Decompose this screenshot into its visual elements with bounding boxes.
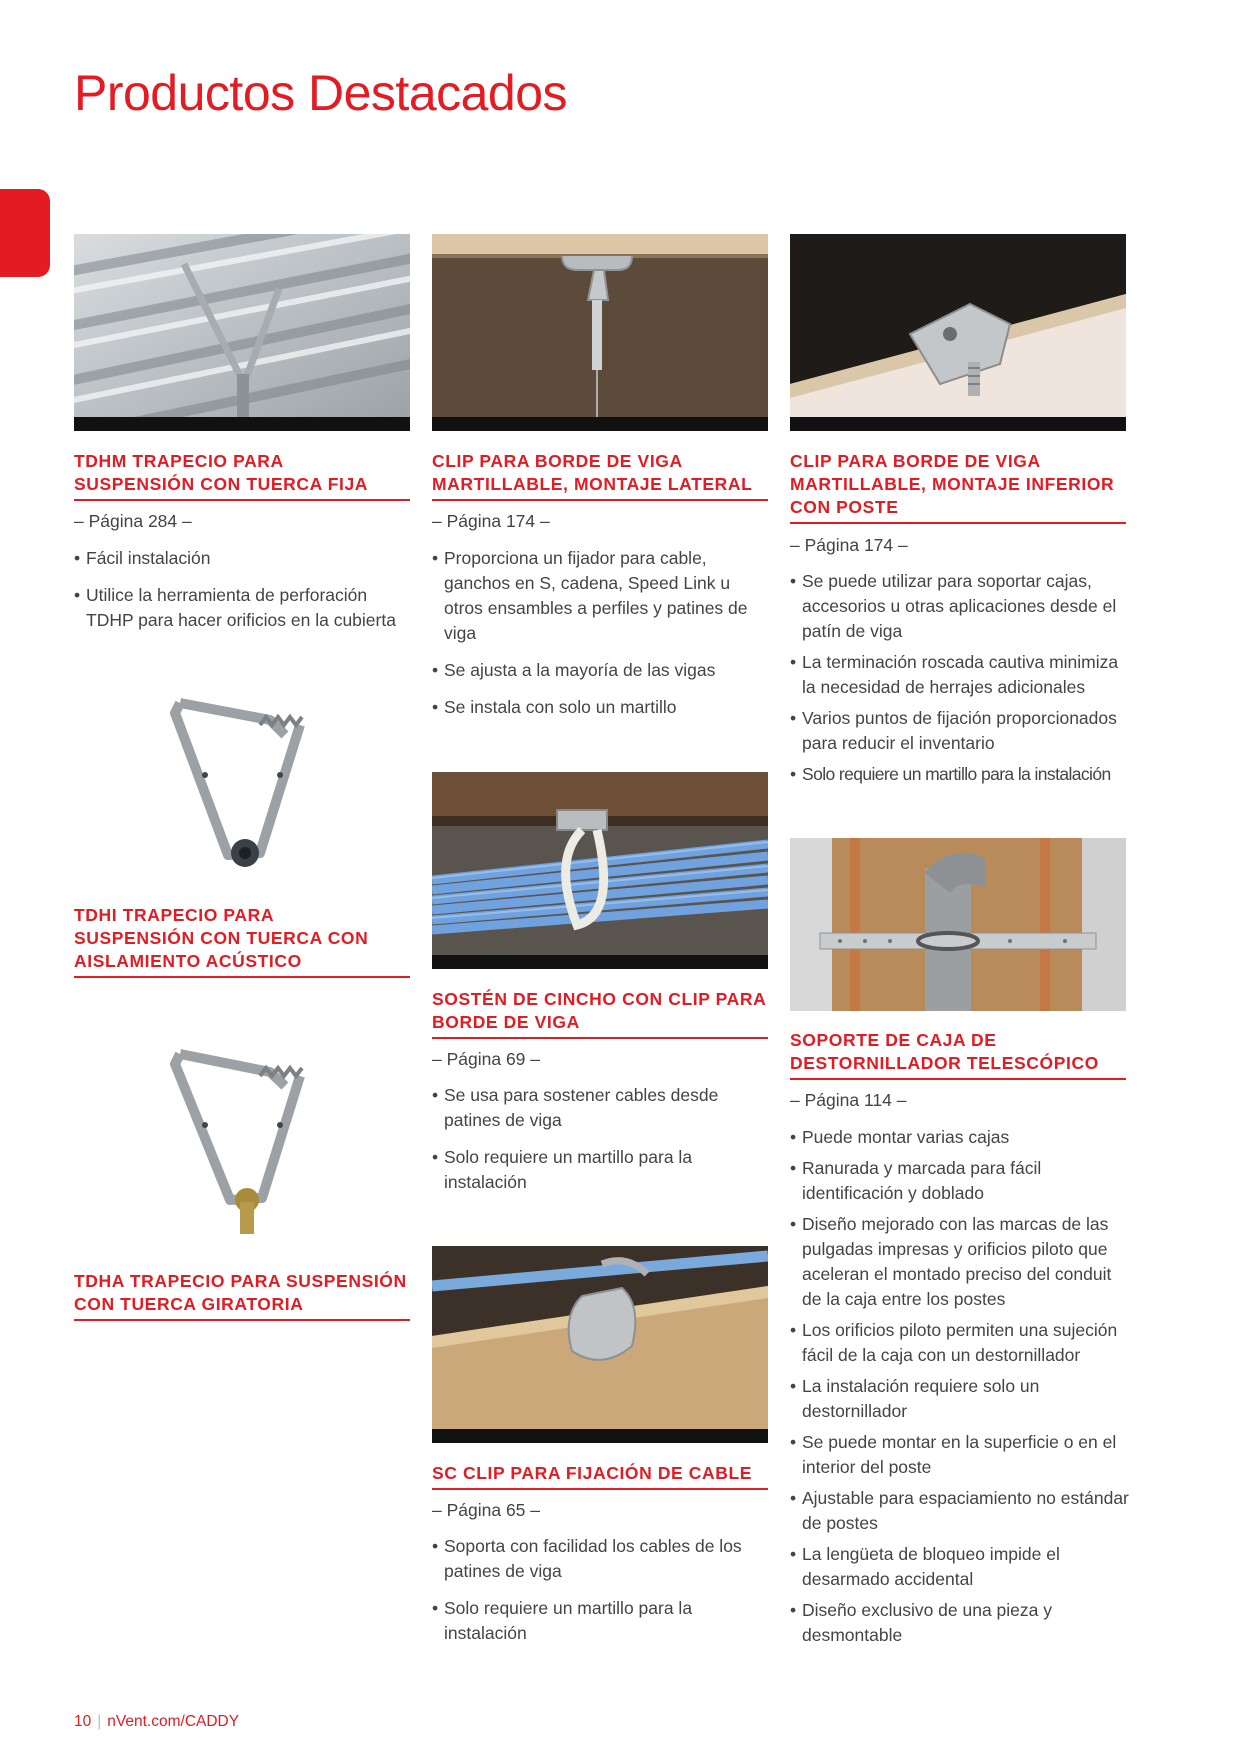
heading-telescoping-box-bracket-line1: SOPORTE DE CAJA DE <box>790 1030 997 1050</box>
bullet-item: • Utilice la herramienta de perforación TDHP para hacer orificios en la cubierta <box>74 583 414 633</box>
heading-clip-bottom-post-line1: CLIP PARA BORDE DE VIGA <box>790 451 1041 471</box>
bullet-item: • La instalación requiere solo un destornillador <box>790 1374 1135 1424</box>
bullet-item: • La lengüeta de bloqueo impide el desarmado accidental <box>790 1542 1135 1592</box>
heading-sc-clip-line1: SC CLIP PARA FIJACIÓN DE CABLE <box>432 1463 753 1483</box>
page-ref-tdhm: – Página 284 – <box>74 511 192 531</box>
heading-tdha <box>74 1270 410 1321</box>
page-ref-sc-clip: – Página 65 – <box>432 1500 541 1520</box>
bullets-sc-clip <box>432 1534 768 1658</box>
heading-clip-lateral-line1: CLIP PARA BORDE DE VIGA <box>432 451 683 471</box>
heading-clip-lateral <box>432 450 768 501</box>
page-number: 10 <box>74 1713 92 1730</box>
heading-telescoping-box-bracket-line2: DESTORNILLADOR TELESCÓPICO <box>790 1053 1099 1073</box>
photo-cable-tie-clip <box>432 772 768 969</box>
heading-tdhm-line1: TDHM TRAPECIO PARA <box>74 451 284 471</box>
heading-tdhm-line2: SUSPENSIÓN CON TUERCA FIJA <box>74 474 369 494</box>
photo-telescoping-box-bracket <box>790 838 1126 1011</box>
bullet-item: • Solo requiere un martillo para la instalación <box>432 1145 768 1195</box>
heading-tdhi-line3: AISLAMIENTO ACÚSTICO <box>74 951 302 971</box>
page-ref-clip-lateral: – Página 174 – <box>432 511 550 531</box>
heading-clip-lateral-line2: MARTILLABLE, MONTAJE LATERAL <box>432 474 753 494</box>
heading-tdhi-line2: SUSPENSIÓN CON TUERCA CON <box>74 928 369 948</box>
bullet-item: • Puede montar varias cajas <box>790 1125 1135 1150</box>
bullet-item: • Fácil instalación <box>74 546 414 571</box>
bullet-item: • Se puede montar en la superficie o en el interior del poste <box>790 1430 1135 1480</box>
bullet-item: • Los orificios piloto permiten una sujeción fácil de la caja con un destornillador <box>790 1318 1135 1368</box>
bullet-item: • Ranurada y marcada para fácil identificación y doblado <box>790 1156 1135 1206</box>
bullets-telescoping-box-bracket <box>790 1125 1135 1654</box>
heading-tdha-line1: TDHA TRAPECIO PARA SUSPENSIÓN <box>74 1271 407 1291</box>
bullet-item: • Soporta con facilidad los cables de los patines de viga <box>432 1534 768 1584</box>
bullet-item: • Diseño mejorado con las marcas de las pulgadas impresas y orificios piloto que aceleran el montado preciso del conduit de la caja entre los postes <box>790 1212 1135 1312</box>
footer <box>74 1713 239 1731</box>
heading-tdhi-line1: TDHI TRAPECIO PARA <box>74 905 275 925</box>
heading-telescoping-box-bracket <box>790 1029 1126 1080</box>
heading-cable-tie-clip <box>432 988 768 1039</box>
bullets-cable-tie-clip <box>432 1083 768 1207</box>
bullets-clip-lateral <box>432 546 768 732</box>
bullet-item: • Se usa para sostener cables desde patines de viga <box>432 1083 768 1133</box>
bullet-item: • Ajustable para espaciamiento no estándar de postes <box>790 1486 1135 1536</box>
photo-clip-lateral <box>432 234 768 431</box>
bullet-item: • Varios puntos de fijación proporcionados para reducir el inventario <box>790 706 1135 756</box>
bullet-item: • Proporciona un fijador para cable, ganchos en S, cadena, Speed Link u otros ensambles a perfiles y patines de viga <box>432 546 768 646</box>
page-ref-telescoping-box-bracket: – Página 114 – <box>790 1090 907 1110</box>
bullet-item: • Solo requiere un martillo para la instalación <box>432 1596 768 1646</box>
photo-tdha-product <box>150 1040 340 1240</box>
page-ref-clip-bottom-post: – Página 174 – <box>790 535 908 555</box>
heading-clip-bottom-post <box>790 450 1126 524</box>
heading-tdhi <box>74 904 410 978</box>
section-tab <box>0 189 50 277</box>
photo-sc-clip <box>432 1246 768 1443</box>
photo-tdhm-installed <box>74 234 410 431</box>
footer-site-link[interactable]: nVent.com/CADDY <box>107 1713 240 1730</box>
photo-clip-bottom-post <box>790 234 1126 431</box>
footer-separator: | <box>97 1713 102 1730</box>
bullet-item: • La terminación roscada cautiva minimiza la necesidad de herrajes adicionales <box>790 650 1135 700</box>
bullet-item: • Diseño exclusivo de una pieza y desmontable <box>790 1598 1135 1648</box>
bullets-clip-bottom-post <box>790 569 1135 793</box>
bullet-item: • Solo requiere un martillo para la instalación <box>790 762 1135 787</box>
heading-clip-bottom-post-line3: CON POSTE <box>790 497 899 517</box>
heading-cable-tie-clip-line2: BORDE DE VIGA <box>432 1012 580 1032</box>
page-ref-cable-tie-clip: – Página 69 – <box>432 1049 541 1069</box>
bullet-item: • Se instala con solo un martillo <box>432 695 768 720</box>
heading-cable-tie-clip-line1: SOSTÉN DE CINCHO CON CLIP PARA <box>432 989 767 1009</box>
bullet-item: • Se ajusta a la mayoría de las vigas <box>432 658 768 683</box>
photo-tdhi-product <box>150 685 340 875</box>
bullets-tdhm <box>74 546 414 645</box>
page-title: Productos Destacados <box>74 65 568 121</box>
bullet-item: • Se puede utilizar para soportar cajas, accesorios u otras aplicaciones desde el patín de viga <box>790 569 1135 644</box>
heading-tdhm <box>74 450 410 501</box>
heading-sc-clip <box>432 1462 768 1490</box>
heading-tdha-line2: CON TUERCA GIRATORIA <box>74 1294 304 1314</box>
heading-clip-bottom-post-line2: MARTILLABLE, MONTAJE INFERIOR <box>790 474 1115 494</box>
